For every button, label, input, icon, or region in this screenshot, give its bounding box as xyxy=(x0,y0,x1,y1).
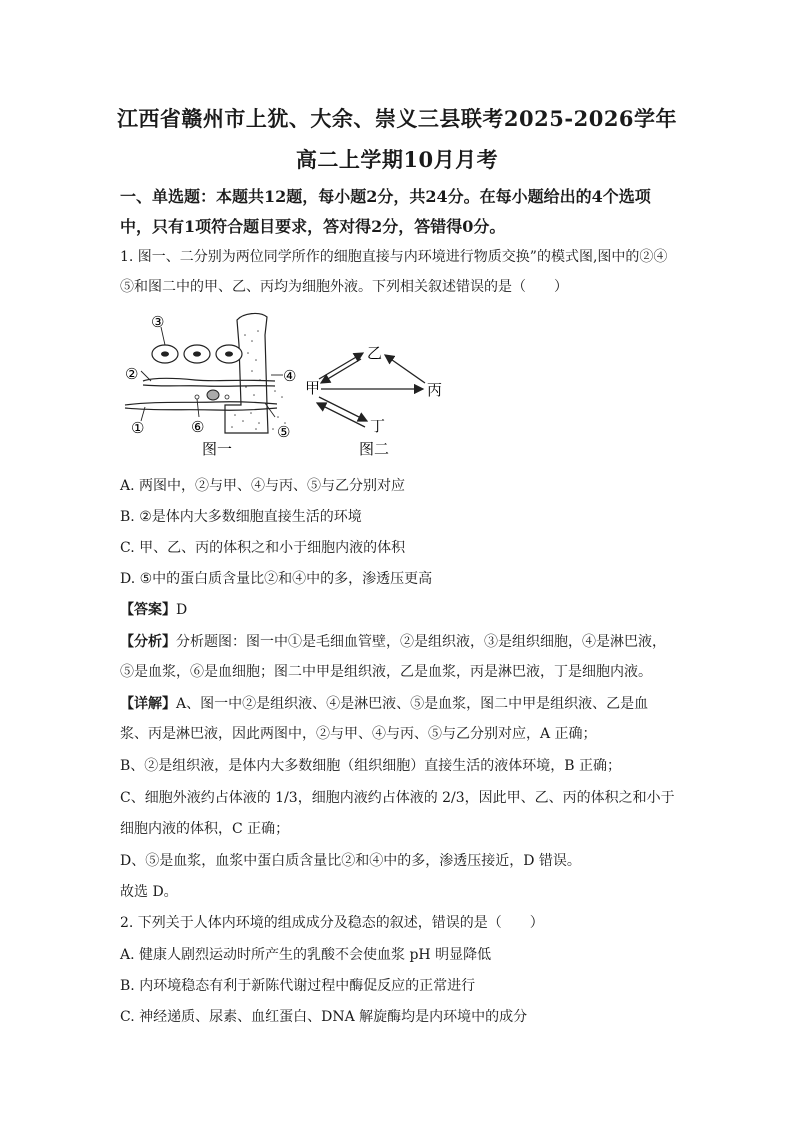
q2-option-a: A. 健康人剧烈运动时所产生的乳酸不会使血浆 pH 明显降低 xyxy=(120,947,492,963)
q1-option-b: B. ②是体内大多数细胞直接生活的环境 xyxy=(120,509,362,525)
section-heading-line1: 一、单选题：本题共12题，每小题2分，共24分。在每小题给出的4个选项 xyxy=(120,187,651,206)
answer-label: 【答案】 xyxy=(120,602,176,618)
figure1-label-4: ④ xyxy=(283,367,297,385)
q1-option-a: A. 两图中，②与甲、④与丙、⑤与乙分别对应 xyxy=(120,478,406,494)
q1-answer xyxy=(120,596,680,625)
q1-detail-line1 xyxy=(120,690,680,719)
figure2-diagram xyxy=(305,344,442,458)
q1-figure xyxy=(115,305,465,465)
figure1-label-5: ⑤ xyxy=(277,423,291,441)
detail-label: 【详解】 xyxy=(120,696,176,712)
figure1-label-1: ① xyxy=(131,419,145,437)
q1-conclusion: 故选 D。 xyxy=(120,884,178,900)
figure1-label-3: ③ xyxy=(151,313,165,331)
section-heading-line2: 中，只有1项符合题目要求，答对得2分，答错得0分。 xyxy=(120,217,506,236)
analysis-text: 分析题图：图一中①是毛细血管壁，②是组织液，③是组织细胞，④是淋巴液， xyxy=(176,634,666,650)
q1-detail-line2: 浆、丙是淋巴液，因此两图中，②与甲、④与丙、⑤与乙分别对应，A 正确； xyxy=(120,726,597,742)
figure2-node-yi: 乙 xyxy=(367,344,383,362)
figure1-label-6: ⑥ xyxy=(191,418,205,436)
figure2-node-bing: 丙 xyxy=(427,381,443,399)
q1-option-c: C. 甲、乙、丙的体积之和小于细胞内液的体积 xyxy=(120,540,406,556)
q2-stem: 2. 下列关于人体内环境的组成成分及稳态的叙述，错误的是（ ） xyxy=(120,915,544,931)
q1-detail-line4: C、细胞外液约占体液的 1/3，细胞内液约占体液的 2/3，因此甲、乙、丙的体积之和小于 xyxy=(120,790,675,806)
figure1-diagram xyxy=(125,313,296,458)
analysis-label: 【分析】 xyxy=(120,634,176,650)
q1-stem-line2: ⑤和图二中的甲、乙、丙均为细胞外液。下列相关叙述错误的是（ ） xyxy=(120,279,568,295)
q1-detail-line5: 细胞内液的体积，C 正确； xyxy=(120,821,290,837)
q1-stem-line1: 1. 图一、二分别为两位同学所作的细胞直接与内环境进行物质交换”的模式图,图中的②④ xyxy=(120,249,668,265)
q1-detail-line3: B、②是组织液，是体内大多数细胞（组织细胞）直接生活的液体环境，B 正确； xyxy=(120,758,622,774)
q1-option-d: D. ⑤中的蛋白质含量比②和④中的多，渗透压更高 xyxy=(120,571,433,587)
figure2-caption: 图二 xyxy=(359,440,390,458)
q1-analysis-line1 xyxy=(120,628,680,657)
document-title-line1: 江西省赣州市上犹、大余、崇义三县联考2025-2026学年 xyxy=(116,106,678,131)
figure1-caption: 图一 xyxy=(202,440,233,458)
answer-value: D xyxy=(176,602,188,618)
q2-option-c: C. 神经递质、尿素、血红蛋白、DNA 解旋酶均是内环境中的成分 xyxy=(120,1009,528,1025)
figure2-node-ding: 丁 xyxy=(370,417,386,435)
q1-analysis-line2: ⑤是血浆，⑥是血细胞；图二中甲是组织液，乙是血浆，丙是淋巴液，丁是细胞内液。 xyxy=(120,664,652,680)
detail-text: A、图一中②是组织液、④是淋巴液、⑤是血浆，图二中甲是组织液、乙是血 xyxy=(176,696,649,712)
q1-detail-line6: D、⑤是血浆，血浆中蛋白质含量比②和④中的多，渗透压接近，D 错误。 xyxy=(120,853,581,869)
figure2-node-jia: 甲 xyxy=(305,379,321,397)
document-title-line2: 高二上学期10月月考 xyxy=(295,147,499,172)
figure1-label-2: ② xyxy=(125,365,139,383)
q2-option-b: B. 内环境稳态有利于新陈代谢过程中酶促反应的正常进行 xyxy=(120,978,476,994)
